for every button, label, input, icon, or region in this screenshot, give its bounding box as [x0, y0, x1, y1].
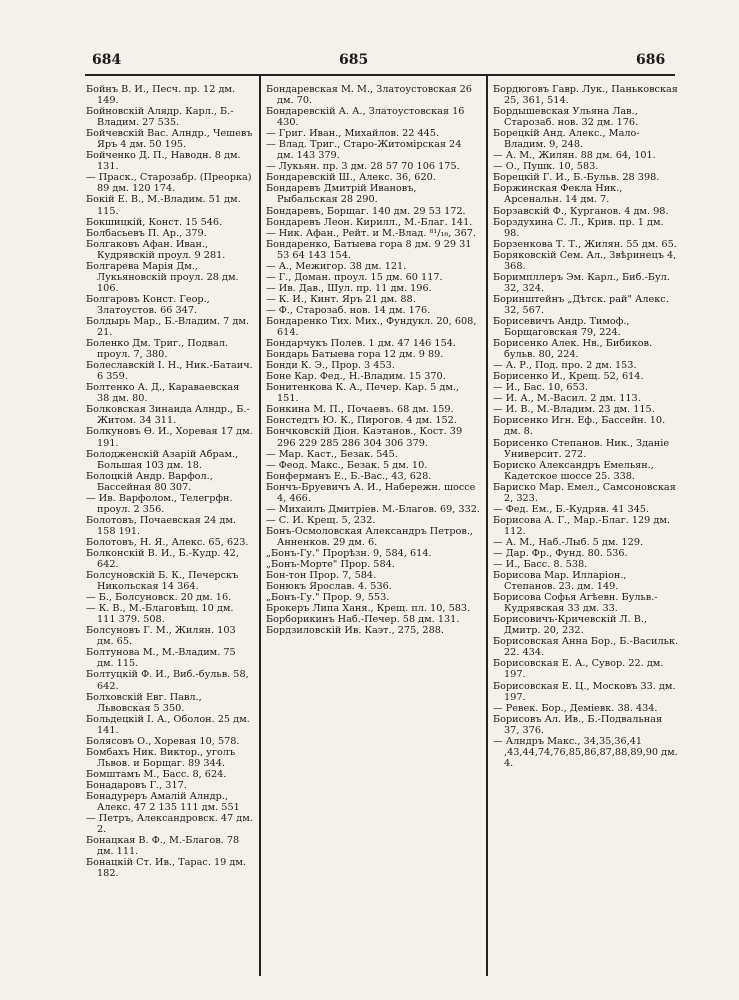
directory-entry: Болтенко А. Д., Караваевская 38 дм. 80. [86, 382, 240, 405]
column-left [86, 84, 254, 989]
directory-entry: Борзавскій Ф., Курганов. 4 дм. 98. [493, 205, 669, 217]
directory-entry: „Бонъ-Гу." Прорѣзн. 9, 584, 614. [266, 547, 432, 559]
directory-entry: Больдецкій І. А., Оболон. 25 дм. 141. [86, 713, 250, 736]
directory-entry: Бондарь Батыева гора 12 дм. 9 89. [266, 349, 444, 361]
directory-entry: Борисовская Е. Ц., Московъ 33. дм. 197. [493, 680, 676, 703]
directory-entry: — Михаилъ Дмитріев. М.-Благов. 69, 332. [266, 503, 480, 515]
page-number-middle: 685 [339, 52, 369, 68]
directory-entry: Бомбахъ Ник. Виктор., уголъ Львов. и Борщаг. 89 344. [86, 746, 236, 769]
directory-entry: Бонадуреръ Амалій Алндр., Алекс. 47 2 135 111 дм. 551 [86, 791, 240, 814]
directory-entry: Бондаренко, Батыева гора 8 дм. 9 29 31 53 64 143 154. [266, 238, 472, 261]
directory-entry: Борборикинъ Наб.-Печер. 58 дм. 131. [266, 614, 460, 626]
directory-entry: — А., Межигор. 38 дм. 121. [266, 260, 407, 272]
header-rule [85, 74, 675, 76]
directory-entry: — А. М., Жилян. 88 дм. 64, 101. [493, 150, 656, 162]
directory-entry: Болкуновъ Ө. И., Хоревая 17 дм. 191. [86, 426, 253, 449]
directory-entry: Бойченко Д. П., Наводн. 8 дм. 131. [86, 150, 241, 173]
directory-entry: Бонацкій Ст. Ив., Тарас. 19 дм. 182. [86, 857, 246, 880]
directory-entry: — О., Пушк. 10, 583. [493, 161, 599, 173]
directory-entry: Болконскій В. И., Б.-Кудр. 42, 642. [86, 547, 239, 571]
directory-entry: Болотовъ, Н. Я., Алекс. 65, 623. [86, 536, 249, 548]
directory-entry: Бонстедтъ Ю. К., Пирогов. 4 дм. 152. [266, 415, 457, 427]
directory-entry: — Григ. Иван., Михайлов. 22 445. [266, 128, 440, 140]
directory-entry: Болгаковъ Афан. Иван., Кудрявскій проул. 9 281. [86, 238, 226, 261]
directory-entry: Боленко Дм. Триг., Подвал. проул. 7, 380. [86, 338, 228, 361]
column-divider [486, 76, 488, 976]
directory-entry: — И. А., М.-Васил. 2 дм. 113. [493, 393, 641, 405]
directory-entry: Бондаревъ, Борщаг. 140 дм. 29 53 172. [266, 205, 466, 217]
directory-entry: Болгарева Марія Дм., Лукьяновскій проул. 28 дм. 106. [86, 260, 239, 294]
directory-entry: Болдырь Мар., Б.-Владим. 7 дм. 21. [86, 315, 249, 339]
directory-entry: Борисенко Степанов. Ник., Зданіе Университ. 272. [493, 437, 670, 460]
directory-entry: Брокеръ Липа Ханя., Крещ. пл. 10, 583. [266, 603, 471, 615]
directory-entry: — Ив. Варфолом., Телегрфн. проул. 2 356. [86, 492, 233, 515]
directory-entry: Борисова А. Г., Мар.-Благ. 129 дм. 112. [493, 514, 671, 537]
directory-entry: Бариско Мар. Емел., Самсоновская 2, 323. [493, 481, 676, 504]
directory-entry: — И., Басс. 8. 538. [493, 559, 588, 571]
directory-entry: Бойновскій Алядр. Карл., Б.-Владим. 27 535. [86, 106, 234, 129]
directory-entry: Бончковскій Діон. Каэтанов., Кост. 39 296 229 285 286 304 306 379. [266, 426, 463, 449]
directory-entry: — Г., Доман. проул. 15 дм. 60 117. [266, 271, 443, 283]
directory-entry: Борисовская Анна Бор., Б.-Васильк. 22. 434. [493, 636, 679, 659]
directory-entry: — Мар. Каст., Безак. 545. [266, 448, 398, 460]
directory-entry: Борздухина С. Л., Крив. пр. 1 дм. 98. [493, 216, 664, 239]
directory-entry: Бондаревскій А. А., Златоустовская 16 430. [266, 106, 465, 129]
directory-entry: Болтуцкій Ф. И., Виб.-бульв. 58, 642. [86, 669, 249, 692]
directory-entry: Борецкій Г. И., Б.-Бульв. 28 398. [493, 172, 660, 184]
directory-entry: Бойнъ В. И., Песч. пр. 12 дм. 149. [86, 84, 236, 107]
column-divider [259, 76, 261, 976]
directory-entry: Бокшицкій, Конст. 15 546. [86, 216, 223, 228]
page-number-left: 684 [92, 52, 122, 68]
directory-entry: Бордзиловскій Ив. Каэт., 275, 288. [266, 625, 444, 637]
directory-entry: „Бонъ-Морте" Прор. 584. [266, 559, 395, 571]
directory-entry: Бондаревъ Леон. Кирилл., М.-Благ. 141. [266, 216, 473, 228]
directory-entry: Бонадаровъ Г., 317. [86, 779, 187, 791]
directory-entry: — Праск., Старозабр. (Преорка) 89 дм. 120 174. [86, 172, 252, 195]
directory-entry: — С. И. Крещ. 5, 232. [266, 514, 376, 526]
directory-entry: Болсуновскій Б. К., Печерскъ Никольская 14 364. [86, 570, 239, 593]
directory-entry: Болтунова М., М.-Владим. 75 дм. 115. [86, 647, 236, 670]
directory-entry: Бордышевская Ульяна Лав., Старозаб. нов. 32 дм. 176. [493, 106, 639, 129]
directory-entry: „Бонъ-Гу." Прор. 9, 553. [266, 592, 390, 604]
directory-entry: — Дар. Фр., Фунд. 80. 536. [493, 547, 628, 559]
directory-entry: Бордюговъ Гавр. Лук., Паньковская 25, 361, 514. [493, 84, 678, 107]
directory-entry: — И. В., М.-Владим. 23 дм. 115. [493, 404, 655, 416]
directory-entry: — Ф., Старозаб. нов. 14 дм. 176. [266, 304, 431, 316]
directory-entry: Бойчевскій Вас. Алндр., Чешевъ Яръ 4 дм. 50 195. [86, 128, 253, 151]
directory-entry: Болковская Зинаида Алндр., Б.-Житом. 34 311. [86, 404, 250, 427]
directory-entry: Борисова Мар. Илларіон., Степанов. 23. дм. 149. [493, 570, 627, 593]
directory-entry: Болоцкій Андр. Варфол., Бассейная 80 307. [86, 470, 213, 493]
directory-entry: Болодженскій Азарій Абрам., Большая 103 дм. 18. [86, 448, 239, 471]
directory-entry: — Влад. Триг., Старо-Житомірская 24 дм. 143 379. [266, 139, 462, 162]
directory-entry: Борисенко Игн. Еф., Бассейн. 10. дм. 8. [493, 415, 666, 438]
directory-entry: — А. М., Наб.-Лыб. 5 дм. 129. [493, 536, 644, 548]
directory-entry: — Ревек. Бор., Деміевк. 38. 434. [493, 702, 658, 714]
directory-entry: Бориско Александръ Емельян., Кадетское шоссе 25. 338. [493, 459, 654, 482]
directory-entry: — Б., Болсуновск. 20 дм. 16. [86, 592, 232, 604]
directory-entry: Борзенкова Т. Т., Жилян. 55 дм. 65. [493, 238, 677, 250]
directory-entry: — Петръ, Александровск. 47 дм. 2. [86, 813, 253, 836]
directory-entry: Борецкій Анд. Алекс., Мало-Владим. 9, 248. [493, 128, 640, 151]
directory-entry: Борисевичъ Андр. Тимоф., Борщаговская 79, 224. [493, 315, 630, 339]
directory-entry: Боряковскій Сем. Ал., Звѣринецъ 4, 368. [493, 249, 677, 272]
directory-entry: Бонди К. Э., Прор. 3 453. [266, 360, 395, 372]
directory-entry: Бон-тон Прор. 7, 584. [266, 570, 377, 582]
directory-entry: — Алндръ Макс., 34,35,36,41 ,43,44,74,76,85,86,87,88,89,90 дм. 4. [493, 735, 678, 769]
directory-entry: — К. И., Кинт. Яръ 21 дм. 88. [266, 293, 416, 305]
directory-entry: Болотовъ, Почаевская 24 дм. 158 191. [86, 514, 236, 537]
directory-entry: — К. В., М.-Благовѣщ. 10 дм. 111 379. 508. [86, 603, 234, 626]
directory-entry: Боне Кар. Фед., Н.-Владим. 15 370. [266, 371, 446, 383]
directory-entry: — И., Бас. 10, 653. [493, 382, 588, 394]
directory-entry: Бомштамъ М., Басс. 8, 624. [86, 768, 227, 780]
directory-entry: Болгаровъ Конст. Геор., Златоустов. 66 347. [86, 293, 210, 316]
directory-entry: Борисенко Алек. Нв., Бибиков. бульв. 80, 224. [493, 338, 653, 361]
directory-entry: Бонкина М. П., Почаевъ. 68 дм. 159. [266, 404, 454, 416]
directory-entry: Бокій Е. В., М.-Владим. 51 дм. 115. [86, 194, 241, 217]
directory-entry: Борисова Софья Агѣевн. Бульв.-Кудрявская 33 дм. 33. [493, 592, 658, 615]
directory-entry: Бондарчукъ Полев. 1 дм. 47 146 154. [266, 338, 456, 350]
directory-entry: Бонитенкова К. А., Печер. Кар. 5 дм., 151. [266, 382, 460, 405]
directory-entry: Бондаревъ Дмитрій Ивановъ, Рыбальская 28 290. [266, 183, 417, 206]
directory-entry: — Ник. Афан., Рейт. и М.-Влад. ⁸¹/₁₆, 367. [266, 227, 477, 239]
directory-entry: Болсуновъ Г. М., Жилян. 103 дм. 65. [86, 625, 236, 648]
page-number-right: 686 [636, 52, 666, 68]
directory-entry: Бондаренко Тих. Мих., Фундукл. 20, 608, 614. [266, 315, 477, 339]
directory-entry: Бонферманъ Е., Б.-Вас., 43, 628. [266, 470, 432, 482]
directory-entry: — А. Р., Под. про. 2 дм. 153. [493, 360, 637, 372]
directory-entry: Бончъ-Бруевичъ А. И., Набережн. шоссе 4, 466. [266, 481, 476, 504]
directory-entry: Бондаревскій Ш., Алекс. 36, 620. [266, 172, 436, 184]
directory-entry: Боримпллеръ Эм. Карл., Биб.-Бул. 32, 324. [493, 271, 670, 294]
column-middle [266, 84, 480, 989]
directory-entry: — Фед. Ем., Б.-Кудряв. 41 345. [493, 503, 650, 515]
directory-entry: Болбасьевъ П. Ар., 379. [86, 227, 207, 239]
directory-entry: Борисенко И., Крещ. 52, 614. [493, 371, 644, 383]
directory-entry: Болеславскій І. Н., Ник.-Батаич. 6 359. [86, 360, 253, 383]
directory-entry: Борисовская Е. А., Сувор. 22. дм. 197. [493, 658, 664, 681]
directory-entry: Болховскій Евг. Павл., Львовская 5 350. [86, 691, 202, 714]
directory-entry: Бондаревская М. М., Златоустовская 26 дм. 70. [266, 84, 472, 107]
directory-entry: Бонъ-Осмоловская Александръ Петров., Анненков. 29 дм. 6. [266, 525, 473, 548]
directory-entry: Болясовъ О., Хоревая 10, 578. [86, 735, 240, 747]
column-right [493, 84, 679, 989]
directory-entry: Боржинская Феклa Ник., Арсенальн. 14 дм. 7. [493, 183, 623, 206]
directory-entry: — Ив. Дав., Шул. пр. 11 дм. 196. [266, 282, 432, 294]
directory-entry: Борисовъ Ал. Ив., Б.-Подвальная 37, 376. [493, 713, 663, 736]
directory-entry: — Лукьян. пр. 3 дм. 28 57 70 106 175. [266, 161, 460, 173]
directory-entry: — Феод. Макс., Безак. 5 дм. 10. [266, 459, 428, 471]
directory-entry: Борисовичъ-Кричевскій Л. В., Дмитр. 20, 232. [493, 614, 648, 637]
directory-entry: Бонацкая В. Ф., М.-Благов. 78 дм. 111. [86, 835, 240, 858]
directory-entry: Бонюкъ Ярослав. 4. 536. [266, 581, 392, 593]
directory-entry: Боринштейнъ „Дѣтск. рай" Алекс. 32, 567. [493, 293, 669, 316]
